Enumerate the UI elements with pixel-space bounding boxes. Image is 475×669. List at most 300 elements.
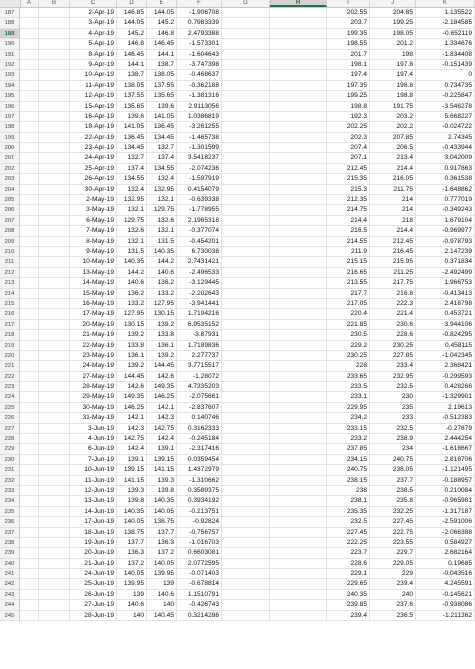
cell-a[interactable] — [20, 309, 39, 319]
cell-c[interactable]: 3-May-19 — [70, 205, 117, 215]
row-header[interactable]: 212 — [0, 268, 20, 278]
cell-j[interactable]: 207.85 — [370, 133, 416, 143]
cell-e[interactable]: 132.95 — [147, 185, 177, 195]
cell-g[interactable] — [222, 330, 270, 340]
cell-k[interactable]: -0.145621 — [416, 590, 475, 600]
cell-a[interactable] — [20, 590, 39, 600]
cell-g[interactable] — [222, 185, 270, 195]
cell-g[interactable] — [222, 216, 270, 226]
cell-c[interactable]: 8-May-19 — [70, 237, 117, 247]
cell-i[interactable]: 216.5 — [327, 226, 370, 236]
cell-h[interactable] — [270, 413, 327, 423]
cell-d[interactable]: 139 — [117, 590, 147, 600]
cell-k[interactable]: -1.042345 — [416, 351, 475, 361]
cell-c[interactable]: 11-Apr-19 — [70, 81, 117, 91]
row-header[interactable]: 199 — [0, 133, 20, 143]
cell-d[interactable]: 137.7 — [117, 538, 147, 548]
cell-h[interactable] — [270, 60, 327, 70]
cell-g[interactable] — [222, 320, 270, 330]
row-header[interactable]: 210 — [0, 247, 20, 257]
row-header[interactable]: 205 — [0, 195, 20, 205]
row-header[interactable]: 242 — [0, 579, 20, 589]
cell-d[interactable]: 139.1 — [117, 455, 147, 465]
cell-d[interactable]: 138.75 — [117, 528, 147, 538]
cell-c[interactable]: 10-May-19 — [70, 257, 117, 267]
row-header[interactable]: 207 — [0, 216, 20, 226]
cell-e[interactable]: 140.05 — [147, 559, 177, 569]
cell-h[interactable] — [270, 91, 327, 101]
cell-e[interactable]: 139.2 — [147, 351, 177, 361]
cell-b[interactable] — [39, 309, 70, 319]
column-header-f[interactable]: F — [177, 0, 222, 7]
cell-e[interactable]: 136.2 — [147, 278, 177, 288]
row-header[interactable]: 189 — [0, 29, 20, 39]
cell-j[interactable]: 217.75 — [370, 278, 416, 288]
cell-j[interactable]: 213.4 — [370, 153, 416, 163]
cell-f[interactable]: -0.756757 — [177, 528, 222, 538]
cell-j[interactable]: 216.8 — [370, 289, 416, 299]
cell-b[interactable] — [39, 216, 70, 226]
cell-k[interactable]: 0.371834 — [416, 257, 475, 267]
cell-i[interactable]: 233.5 — [327, 382, 370, 392]
cell-g[interactable] — [222, 372, 270, 382]
cell-f[interactable]: 1.7194216 — [177, 309, 222, 319]
cell-j[interactable]: 229 — [370, 569, 416, 579]
cell-a[interactable] — [20, 29, 39, 39]
cell-d[interactable]: 132.1 — [117, 237, 147, 247]
cell-k[interactable]: 3.042009 — [416, 153, 475, 163]
cell-h[interactable] — [270, 195, 327, 205]
cell-e[interactable]: 139.6 — [147, 102, 177, 112]
cell-c[interactable]: 29-May-19 — [70, 392, 117, 402]
cell-e[interactable]: 139.1 — [147, 444, 177, 454]
row-header[interactable]: 236 — [0, 517, 20, 527]
cell-c[interactable]: 25-Jun-19 — [70, 579, 117, 589]
cell-j[interactable]: 214.4 — [370, 164, 416, 174]
cell-g[interactable] — [222, 351, 270, 361]
cell-e[interactable]: 142.3 — [147, 413, 177, 423]
cell-g[interactable] — [222, 289, 270, 299]
cell-b[interactable] — [39, 29, 70, 39]
cell-g[interactable] — [222, 205, 270, 215]
cell-a[interactable] — [20, 216, 39, 226]
cell-a[interactable] — [20, 50, 39, 60]
cell-i[interactable]: 215.3 — [327, 185, 370, 195]
cell-d[interactable]: 139.3 — [117, 486, 147, 496]
cell-h[interactable] — [270, 257, 327, 267]
cell-e[interactable]: 144.1 — [147, 50, 177, 60]
cell-e[interactable]: 140 — [147, 600, 177, 610]
cell-d[interactable]: 140.05 — [117, 569, 147, 579]
cell-d[interactable]: 136.1 — [117, 351, 147, 361]
cell-i[interactable]: 215.35 — [327, 174, 370, 184]
cell-c[interactable]: 16-May-19 — [70, 299, 117, 309]
column-header-i[interactable]: I — [327, 0, 370, 7]
row-header[interactable]: 201 — [0, 153, 20, 163]
cell-b[interactable] — [39, 413, 70, 423]
cell-b[interactable] — [39, 434, 70, 444]
cell-e[interactable]: 132.1 — [147, 195, 177, 205]
cell-g[interactable] — [222, 538, 270, 548]
column-header-h[interactable]: H — [270, 0, 327, 7]
cell-f[interactable]: -0.639338 — [177, 195, 222, 205]
cell-f[interactable]: 1.7189836 — [177, 341, 222, 351]
cell-e[interactable]: 139.3 — [147, 476, 177, 486]
cell-h[interactable] — [270, 216, 327, 226]
cell-g[interactable] — [222, 590, 270, 600]
cell-d[interactable]: 142.4 — [117, 444, 147, 454]
cell-h[interactable] — [270, 528, 327, 538]
cell-g[interactable] — [222, 382, 270, 392]
cell-i[interactable]: 229.95 — [327, 403, 370, 413]
cell-b[interactable] — [39, 507, 70, 517]
cell-h[interactable] — [270, 174, 327, 184]
cell-a[interactable] — [20, 39, 39, 49]
cell-a[interactable] — [20, 434, 39, 444]
column-header-g[interactable]: G — [222, 0, 270, 7]
cell-g[interactable] — [222, 50, 270, 60]
row-header[interactable]: 200 — [0, 143, 20, 153]
cell-k[interactable]: 0.734735 — [416, 81, 475, 91]
cell-i[interactable]: 207.4 — [327, 143, 370, 153]
cell-b[interactable] — [39, 341, 70, 351]
cell-j[interactable]: 214 — [370, 195, 416, 205]
cell-e[interactable]: 134.55 — [147, 164, 177, 174]
cell-a[interactable] — [20, 361, 39, 371]
cell-j[interactable]: 218 — [370, 216, 416, 226]
cell-h[interactable] — [270, 39, 327, 49]
cell-g[interactable] — [222, 444, 270, 454]
cell-c[interactable]: 4-Apr-19 — [70, 29, 117, 39]
cell-d[interactable]: 139.2 — [117, 361, 147, 371]
column-header-d[interactable]: D — [117, 0, 147, 7]
cell-a[interactable] — [20, 133, 39, 143]
cell-k[interactable]: 2.19613 — [416, 403, 475, 413]
cell-k[interactable]: 0.210084 — [416, 486, 475, 496]
cell-g[interactable] — [222, 247, 270, 257]
cell-g[interactable] — [222, 91, 270, 101]
cell-a[interactable] — [20, 517, 39, 527]
cell-b[interactable] — [39, 91, 70, 101]
cell-h[interactable] — [270, 465, 327, 475]
cell-a[interactable] — [20, 174, 39, 184]
cell-h[interactable] — [270, 309, 327, 319]
cell-c[interactable]: 21-May-19 — [70, 330, 117, 340]
cell-k[interactable]: 0.19685 — [416, 559, 475, 569]
cell-i[interactable]: 203.7 — [327, 18, 370, 28]
cell-e[interactable]: 137.55 — [147, 81, 177, 91]
cell-h[interactable] — [270, 247, 327, 257]
cell-f[interactable]: -1.301599 — [177, 143, 222, 153]
cell-a[interactable] — [20, 600, 39, 610]
cell-c[interactable]: 6-Jun-19 — [70, 444, 117, 454]
cell-k[interactable]: -0.225847 — [416, 91, 475, 101]
cell-g[interactable] — [222, 403, 270, 413]
cell-j[interactable]: 229.7 — [370, 548, 416, 558]
cell-a[interactable] — [20, 226, 39, 236]
cell-i[interactable]: 240.35 — [327, 590, 370, 600]
cell-e[interactable]: 133.2 — [147, 289, 177, 299]
cell-i[interactable]: 198.8 — [327, 102, 370, 112]
cell-d[interactable]: 140.6 — [117, 600, 147, 610]
cell-f[interactable]: -0.92824 — [177, 517, 222, 527]
cell-h[interactable] — [270, 70, 327, 80]
cell-d[interactable]: 142.6 — [117, 382, 147, 392]
cell-h[interactable] — [270, 507, 327, 517]
cell-g[interactable] — [222, 569, 270, 579]
cell-e[interactable]: 140.35 — [147, 247, 177, 257]
cell-c[interactable]: 26-Jun-19 — [70, 590, 117, 600]
cell-g[interactable] — [222, 143, 270, 153]
row-header[interactable]: 187 — [0, 8, 20, 18]
cell-i[interactable]: 233.65 — [327, 372, 370, 382]
cell-b[interactable] — [39, 289, 70, 299]
cell-h[interactable] — [270, 185, 327, 195]
cell-i[interactable]: 233.15 — [327, 424, 370, 434]
cell-j[interactable]: 198 — [370, 50, 416, 60]
cell-e[interactable]: 142.6 — [147, 372, 177, 382]
cell-j[interactable]: 230.25 — [370, 341, 416, 351]
cell-c[interactable]: 22-May-19 — [70, 341, 117, 351]
cell-g[interactable] — [222, 611, 270, 621]
cell-d[interactable]: 136.2 — [117, 289, 147, 299]
cell-j[interactable]: 216.45 — [370, 247, 416, 257]
cell-h[interactable] — [270, 29, 327, 39]
cell-k[interactable]: -2.066388 — [416, 528, 475, 538]
cell-f[interactable]: -1.778955 — [177, 205, 222, 215]
cell-k[interactable]: 2.368421 — [416, 361, 475, 371]
row-header[interactable]: 240 — [0, 559, 20, 569]
cell-k[interactable]: -1.648862 — [416, 185, 475, 195]
cell-h[interactable] — [270, 403, 327, 413]
cell-g[interactable] — [222, 122, 270, 132]
cell-e[interactable]: 132.1 — [147, 226, 177, 236]
cell-b[interactable] — [39, 320, 70, 330]
cell-g[interactable] — [222, 341, 270, 351]
cell-h[interactable] — [270, 434, 327, 444]
cell-c[interactable]: 10-Apr-19 — [70, 70, 117, 80]
cell-g[interactable] — [222, 361, 270, 371]
cell-e[interactable]: 137.4 — [147, 153, 177, 163]
cell-b[interactable] — [39, 392, 70, 402]
cell-a[interactable] — [20, 153, 39, 163]
cell-j[interactable]: 235.8 — [370, 496, 416, 506]
cell-e[interactable]: 142.75 — [147, 424, 177, 434]
row-header[interactable]: 224 — [0, 392, 20, 402]
cell-j[interactable]: 223.55 — [370, 538, 416, 548]
row-header[interactable]: 217 — [0, 320, 20, 330]
row-header[interactable]: 229 — [0, 444, 20, 454]
cell-i[interactable]: 222.25 — [327, 538, 370, 548]
cell-a[interactable] — [20, 143, 39, 153]
cell-c[interactable]: 14-Jun-19 — [70, 507, 117, 517]
cell-i[interactable]: 198.55 — [327, 39, 370, 49]
cell-f[interactable]: -0.071403 — [177, 569, 222, 579]
cell-d[interactable]: 136.3 — [117, 548, 147, 558]
cell-j[interactable]: 202.2 — [370, 122, 416, 132]
cell-i[interactable]: 212.35 — [327, 195, 370, 205]
cell-b[interactable] — [39, 528, 70, 538]
cell-b[interactable] — [39, 226, 70, 236]
cell-k[interactable]: -0.433944 — [416, 143, 475, 153]
cell-i[interactable]: 198.1 — [327, 60, 370, 70]
cell-h[interactable] — [270, 444, 327, 454]
cell-d[interactable]: 141.05 — [117, 122, 147, 132]
cell-k[interactable]: -0.043516 — [416, 569, 475, 579]
cell-k[interactable]: -1.329901 — [416, 392, 475, 402]
cell-f[interactable]: -2.202643 — [177, 289, 222, 299]
cell-k[interactable]: -0.349243 — [416, 205, 475, 215]
cell-a[interactable] — [20, 382, 39, 392]
cell-h[interactable] — [270, 320, 327, 330]
cell-e[interactable]: 138.05 — [147, 70, 177, 80]
cell-k[interactable]: -2.492499 — [416, 268, 475, 278]
cell-i[interactable]: 199.25 — [327, 91, 370, 101]
cell-i[interactable]: 216.65 — [327, 268, 370, 278]
cell-d[interactable]: 131.5 — [117, 247, 147, 257]
cell-h[interactable] — [270, 424, 327, 434]
cell-i[interactable]: 239.4 — [327, 611, 370, 621]
cell-d[interactable]: 137.55 — [117, 91, 147, 101]
cell-g[interactable] — [222, 424, 270, 434]
cell-b[interactable] — [39, 476, 70, 486]
cell-g[interactable] — [222, 517, 270, 527]
cell-f[interactable]: -2.837607 — [177, 403, 222, 413]
cell-d[interactable]: 132.95 — [117, 195, 147, 205]
cell-h[interactable] — [270, 278, 327, 288]
cell-k[interactable]: 0.458115 — [416, 341, 475, 351]
row-header[interactable]: 245 — [0, 611, 20, 621]
cell-b[interactable] — [39, 299, 70, 309]
cell-k[interactable]: 0 — [416, 70, 475, 80]
cell-d[interactable]: 144.2 — [117, 268, 147, 278]
cell-k[interactable]: -0.652119 — [416, 29, 475, 39]
cell-f[interactable]: 0.6603081 — [177, 548, 222, 558]
cell-g[interactable] — [222, 496, 270, 506]
cell-f[interactable]: -0.468637 — [177, 70, 222, 80]
cell-f[interactable]: -1.906708 — [177, 8, 222, 18]
cell-a[interactable] — [20, 476, 39, 486]
cell-f[interactable]: -0.213751 — [177, 507, 222, 517]
cell-c[interactable]: 9-May-19 — [70, 247, 117, 257]
cell-d[interactable]: 144.1 — [117, 60, 147, 70]
cell-h[interactable] — [270, 361, 327, 371]
row-header[interactable]: 192 — [0, 60, 20, 70]
cell-g[interactable] — [222, 153, 270, 163]
cell-j[interactable]: 240.75 — [370, 455, 416, 465]
cell-b[interactable] — [39, 60, 70, 70]
cell-a[interactable] — [20, 278, 39, 288]
cell-j[interactable]: 233 — [370, 413, 416, 423]
cell-j[interactable]: 234 — [370, 444, 416, 454]
cell-j[interactable]: 238.05 — [370, 465, 416, 475]
cell-j[interactable]: 229.05 — [370, 559, 416, 569]
row-header[interactable]: 197 — [0, 112, 20, 122]
cell-f[interactable]: 2.277737 — [177, 351, 222, 361]
row-header[interactable]: 227 — [0, 424, 20, 434]
cell-e[interactable]: 140.45 — [147, 611, 177, 621]
cell-i[interactable]: 202.55 — [327, 8, 370, 18]
cell-c[interactable]: 2-May-19 — [70, 195, 117, 205]
cell-i[interactable]: 230.25 — [327, 351, 370, 361]
cell-b[interactable] — [39, 351, 70, 361]
cell-d[interactable]: 141.15 — [117, 476, 147, 486]
cell-c[interactable]: 2-Apr-19 — [70, 8, 117, 18]
cell-k[interactable]: 1.679104 — [416, 216, 475, 226]
cell-d[interactable]: 146.85 — [117, 8, 147, 18]
cell-k[interactable]: 1.135522 — [416, 8, 475, 18]
cell-k[interactable]: -1.834408 — [416, 50, 475, 60]
cell-k[interactable]: -0.824295 — [416, 330, 475, 340]
cell-c[interactable]: 30-Apr-19 — [70, 185, 117, 195]
cell-h[interactable] — [270, 382, 327, 392]
cell-e[interactable]: 129.75 — [147, 205, 177, 215]
cell-i[interactable]: 213.55 — [327, 278, 370, 288]
cell-b[interactable] — [39, 590, 70, 600]
cell-e[interactable]: 141.05 — [147, 112, 177, 122]
cell-f[interactable]: -1.597919 — [177, 174, 222, 184]
column-header-c[interactable]: C — [70, 0, 117, 7]
row-header[interactable]: 211 — [0, 257, 20, 267]
cell-i[interactable]: 202.3 — [327, 133, 370, 143]
row-header[interactable]: 239 — [0, 548, 20, 558]
column-header-j[interactable]: J — [370, 0, 416, 7]
cell-f[interactable]: 0.140746 — [177, 413, 222, 423]
cell-d[interactable]: 133.8 — [117, 341, 147, 351]
cell-j[interactable]: 238.9 — [370, 434, 416, 444]
cell-k[interactable]: -0.188957 — [416, 476, 475, 486]
cell-i[interactable]: 230.5 — [327, 330, 370, 340]
row-header[interactable]: 219 — [0, 341, 20, 351]
cell-h[interactable] — [270, 133, 327, 143]
cell-f[interactable]: -1.573301 — [177, 39, 222, 49]
cell-f[interactable]: 0.4154079 — [177, 185, 222, 195]
cell-b[interactable] — [39, 237, 70, 247]
cell-j[interactable]: 198.8 — [370, 81, 416, 91]
cell-h[interactable] — [270, 486, 327, 496]
cell-e[interactable]: 139.2 — [147, 320, 177, 330]
cell-d[interactable]: 127.95 — [117, 309, 147, 319]
cell-g[interactable] — [222, 548, 270, 558]
cell-f[interactable]: 0.3214286 — [177, 611, 222, 621]
cell-b[interactable] — [39, 517, 70, 527]
cell-j[interactable]: 215.95 — [370, 257, 416, 267]
cell-b[interactable] — [39, 538, 70, 548]
cell-b[interactable] — [39, 185, 70, 195]
cell-i[interactable]: 223.7 — [327, 548, 370, 558]
cell-e[interactable]: 138.7 — [147, 60, 177, 70]
cell-a[interactable] — [20, 185, 39, 195]
cell-g[interactable] — [222, 102, 270, 112]
cell-c[interactable]: 26-Apr-19 — [70, 174, 117, 184]
cell-c[interactable]: 24-May-19 — [70, 361, 117, 371]
cell-b[interactable] — [39, 403, 70, 413]
row-header[interactable]: 190 — [0, 39, 20, 49]
cell-h[interactable] — [270, 122, 327, 132]
cell-k[interactable]: -0.512383 — [416, 413, 475, 423]
cell-b[interactable] — [39, 548, 70, 558]
cell-e[interactable]: 132.7 — [147, 143, 177, 153]
cell-d[interactable]: 132.1 — [117, 205, 147, 215]
cell-a[interactable] — [20, 538, 39, 548]
cell-k[interactable]: 2.74345 — [416, 133, 475, 143]
cell-a[interactable] — [20, 569, 39, 579]
row-header[interactable]: 213 — [0, 278, 20, 288]
row-header[interactable]: 191 — [0, 50, 20, 60]
cell-h[interactable] — [270, 351, 327, 361]
cell-h[interactable] — [270, 548, 327, 558]
cell-f[interactable]: -0.362188 — [177, 81, 222, 91]
